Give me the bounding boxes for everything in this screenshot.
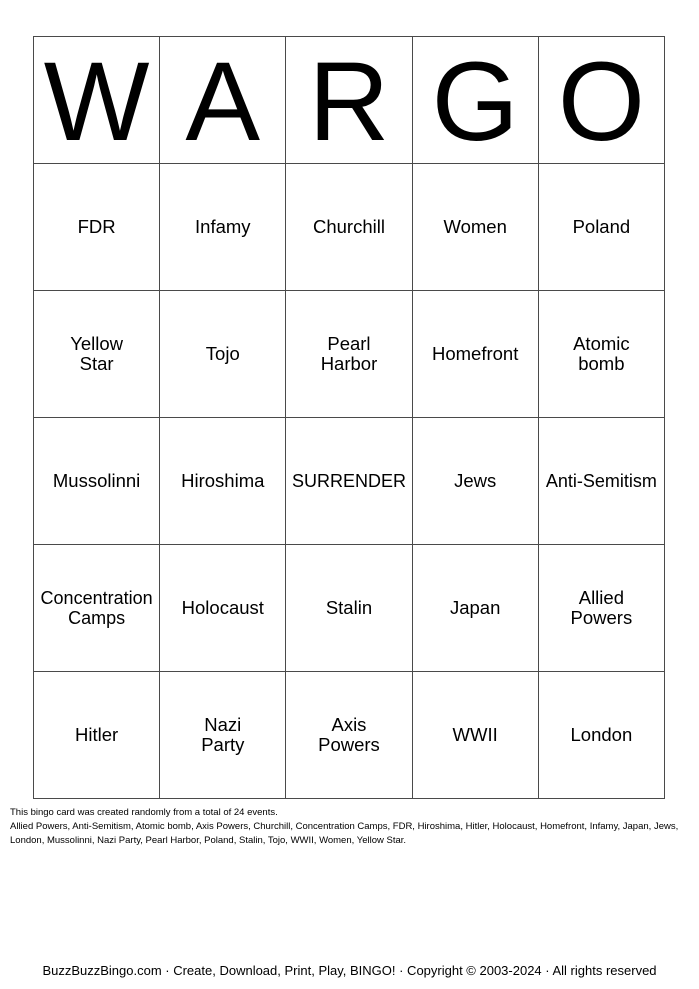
grid-cell (412, 418, 538, 545)
grid-cell (160, 291, 286, 418)
grid-row-5 (34, 672, 665, 799)
grid-cell (160, 672, 286, 799)
grid-cell (160, 545, 286, 672)
grid-cell (286, 164, 412, 291)
grid-cell (34, 418, 160, 545)
header-letter: O (557, 39, 645, 164)
grid-cell (34, 291, 160, 418)
header-letter: W (43, 39, 150, 164)
card-description (10, 806, 686, 848)
cell-text: Hitler (75, 723, 119, 745)
grid-cell (34, 164, 160, 291)
grid-row-4 (34, 545, 665, 672)
header-letter: G (431, 39, 519, 164)
free-space-cell (286, 418, 412, 545)
grid-cell (412, 164, 538, 291)
cell-text: Hiroshima (181, 469, 265, 491)
cell-text: Jews (454, 469, 497, 491)
header-cell (412, 37, 538, 164)
cell-text: Yellow Star (70, 332, 123, 374)
bingo-card (33, 36, 665, 799)
header-cell (160, 37, 286, 164)
cell-text: Pearl Harbor (320, 332, 378, 374)
grid-cell (412, 545, 538, 672)
grid-cell (160, 418, 286, 545)
cell-text: Nazi Party (201, 713, 245, 755)
grid-cell (160, 164, 286, 291)
cell-text: Women (443, 215, 507, 237)
page-footer: BuzzBuzzBingo.com · Create, Download, Print, Play, BINGO! · Copyright © 2003-2024 · All rights reserved (42, 963, 657, 978)
cell-text: Homefront (431, 342, 519, 364)
grid-cell (286, 545, 412, 672)
cell-text: Infamy (195, 215, 251, 237)
cell-text: London (570, 723, 633, 745)
cell-text: Japan (449, 596, 501, 618)
grid-cell (538, 291, 664, 418)
header-row (34, 37, 665, 164)
card-description-events: Allied Powers, Anti-Semitism, Atomic bomb, Axis Powers, Churchill, Concentration Camps, FDR, Hiroshima, Hitler, Holocaust, Homefront, Infamy, Japan, Jews, London, Mussolinni, Nazi Party, Pearl Harbor, Poland, Stalin, Tojo, WWII, Women, Yellow Star. (10, 821, 679, 846)
grid-row-2 (34, 291, 665, 418)
cell-text: Stalin (325, 596, 373, 618)
cell-text: Holocaust (181, 596, 264, 618)
grid-cell (34, 545, 160, 672)
cell-text: Churchill (312, 215, 385, 237)
grid-cell (286, 672, 412, 799)
cell-text: Poland (572, 215, 631, 237)
cell-text: Axis Powers (318, 713, 380, 755)
grid-cell (412, 672, 538, 799)
cell-text: Mussolinni (52, 469, 141, 491)
grid-cell (538, 672, 664, 799)
cell-text: FDR (77, 215, 116, 237)
card-description-summary: This bingo card was created randomly from a total of 24 events. (10, 807, 278, 818)
grid-cell (538, 164, 664, 291)
grid-cell (286, 291, 412, 418)
grid-row-1 (34, 164, 665, 291)
cell-text: Atomic bomb (573, 332, 630, 374)
cell-text: Anti-Semitism (545, 470, 657, 491)
header-letter: R (308, 39, 390, 164)
header-cell (286, 37, 412, 164)
cell-text: Allied Powers (570, 586, 633, 628)
grid-cell (412, 291, 538, 418)
cell-text: Tojo (205, 342, 240, 364)
grid-cell (538, 418, 664, 545)
cell-text: Concentration Camps (40, 587, 153, 628)
header-cell (34, 37, 160, 164)
grid-cell (34, 672, 160, 799)
cell-text: WWII (452, 723, 498, 745)
header-letter: A (185, 39, 261, 164)
header-cell (538, 37, 664, 164)
cell-text: SURRENDER (291, 470, 406, 491)
grid-row-3 (34, 418, 665, 545)
grid-cell (538, 545, 664, 672)
